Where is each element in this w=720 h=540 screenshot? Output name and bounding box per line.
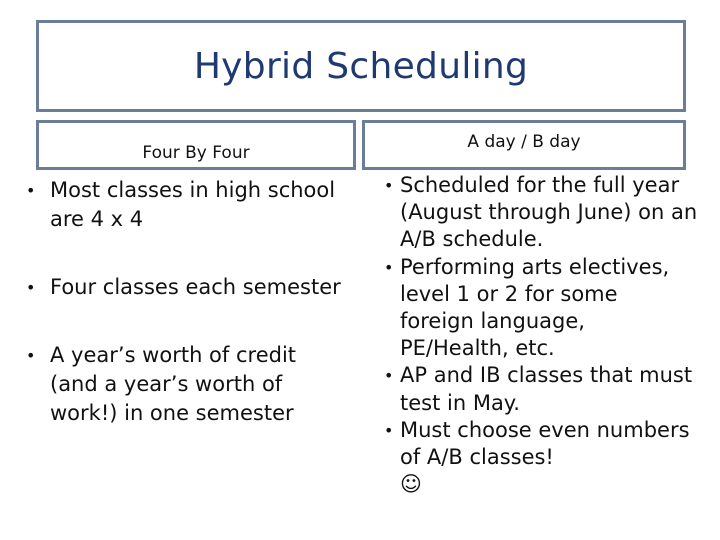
list-item bbox=[14, 273, 344, 302]
left-column-header bbox=[36, 120, 356, 170]
list-item-text: Performing arts electives, level 1 or 2 for some foreign language, PE/Health, etc. bbox=[400, 254, 670, 361]
list-item-text: Most classes in high school are 4 x 4 bbox=[50, 178, 336, 231]
bullet-icon: • bbox=[26, 278, 36, 297]
bullet-icon: • bbox=[384, 257, 394, 277]
bullet-icon: • bbox=[26, 181, 36, 200]
slide-title: Hybrid Scheduling bbox=[193, 45, 529, 87]
bullet-icon: • bbox=[384, 176, 394, 195]
right-bullet-list bbox=[378, 172, 698, 498]
list-item bbox=[14, 176, 344, 234]
bullet-icon: • bbox=[384, 420, 394, 440]
left-column-heading: Four By Four bbox=[142, 143, 250, 163]
bullet-icon: • bbox=[26, 346, 36, 365]
list-item-text: Scheduled for the full year (August through June) on an A/B schedule. bbox=[400, 173, 698, 252]
list-item bbox=[378, 362, 698, 416]
right-column-heading: A day / B day bbox=[467, 132, 581, 152]
title-box bbox=[36, 20, 686, 112]
bullet-icon: • bbox=[384, 366, 394, 386]
right-column-header bbox=[362, 120, 686, 170]
smiley-icon: ☺ bbox=[400, 472, 422, 497]
left-bullet-list bbox=[14, 176, 344, 428]
list-item-text: A year’s worth of credit (and a year’s worth of work!) in one semester bbox=[50, 343, 297, 425]
list-item-text: Must choose even numbers of A/B classes! bbox=[400, 417, 690, 470]
list-item bbox=[14, 341, 344, 428]
list-item-text: AP and IB classes that must test in May. bbox=[400, 363, 693, 415]
list-item bbox=[378, 254, 698, 363]
list-item-text: Four classes each semester bbox=[50, 275, 341, 299]
list-item bbox=[378, 172, 698, 254]
list-item bbox=[378, 417, 698, 499]
